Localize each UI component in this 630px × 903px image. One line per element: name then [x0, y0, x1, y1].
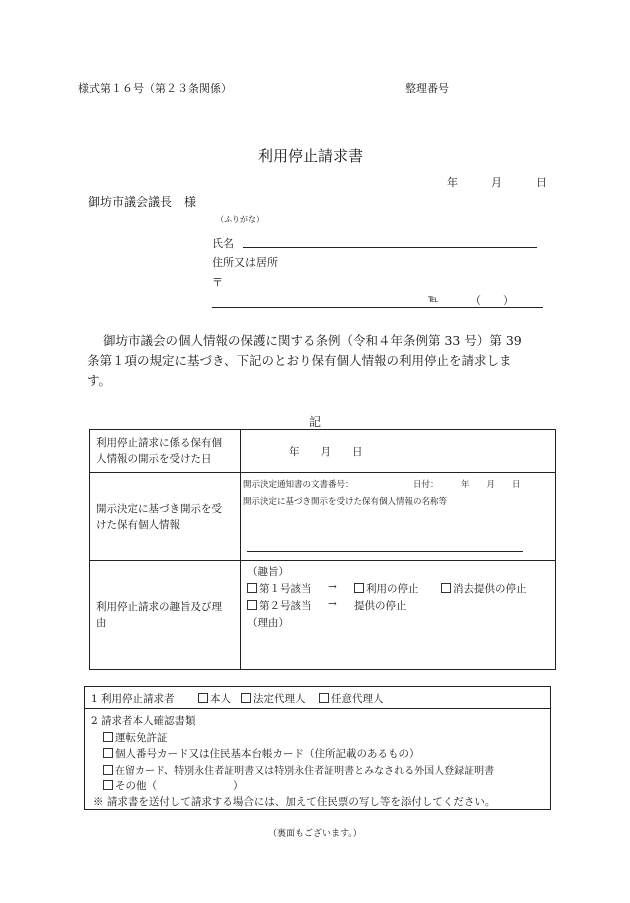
checkbox-icon[interactable]	[241, 693, 251, 703]
id-docs-label: 2 請求者本人確認書類	[91, 715, 196, 727]
checkbox-icon[interactable]	[198, 693, 208, 703]
checkbox-icon[interactable]	[103, 765, 113, 775]
disclosed-info-label-cell	[90, 473, 241, 561]
purpose-cell[interactable]	[241, 561, 556, 670]
mail-note: ※ 請求書を送付して請求する場合には、加えて住民票の写し等を添付してください。	[93, 796, 496, 808]
address-label: 住所又は居所	[212, 256, 278, 269]
checkbox-icon[interactable]	[441, 583, 451, 593]
arrow-2: →	[328, 598, 337, 610]
checkbox-icon[interactable]	[319, 693, 329, 703]
requester-box	[84, 686, 551, 810]
checkbox-icon[interactable]	[247, 600, 257, 610]
request-table	[89, 429, 556, 670]
doc-other[interactable]: その他（	[103, 778, 157, 793]
furigana-label: （ふりがな）	[216, 215, 264, 224]
form-number: 様式第１６号（第２３条関係）	[78, 82, 232, 95]
option-stop-use[interactable]: 利用の停止	[354, 581, 419, 596]
body-text-line-3: す。	[87, 373, 112, 388]
disclosed-info-cell[interactable]	[241, 473, 556, 561]
page-title: 利用停止請求書	[258, 147, 364, 165]
date-day-label: 日	[536, 176, 547, 189]
notice-number-label: 開示決定通知書の文書番号：	[243, 480, 354, 490]
addressee: 御坊市議会議長 様	[88, 195, 197, 209]
checkbox-icon[interactable]	[103, 732, 113, 742]
name-field-line[interactable]	[243, 247, 537, 248]
doc-drivers-license[interactable]: 運転免許証	[103, 730, 168, 745]
doc-my-number-card[interactable]: 個人番号カード又は住民基本台帳カード（住所記載のあるもの）	[103, 746, 420, 761]
reference-number-label: 整理番号	[405, 82, 449, 95]
requester-voluntary-option[interactable]: 任意代理人	[319, 691, 384, 706]
arrow-1: →	[328, 581, 337, 593]
postal-mark: 〒	[212, 276, 223, 289]
notice-date-value: 年 月 日	[461, 480, 521, 490]
disclosed-info-line[interactable]	[247, 551, 523, 552]
disclosed-info-label-2: けた保有個人情報	[96, 518, 180, 531]
disclosure-date-label-1: 利用停止請求に係る保有個	[96, 437, 222, 449]
date-year-label: 年	[447, 176, 458, 189]
name-label: 氏名	[212, 237, 234, 250]
reason-heading: （理由）	[247, 617, 289, 629]
disclosure-date-cell[interactable]	[241, 430, 556, 473]
body-text-line-1: 御坊市議会の個人情報の保護に関する条例（令和４年条例第 33 号）第 39	[103, 333, 522, 348]
purpose-heading: （趣旨）	[247, 566, 289, 578]
requester-self-option[interactable]: 本人	[198, 691, 231, 706]
option-erase-stop-provision[interactable]: 消去提供の停止	[441, 581, 527, 596]
disclosure-date-value: 年 月 日	[289, 445, 363, 458]
checkbox-icon[interactable]	[103, 748, 113, 758]
requester-legal-option[interactable]: 法定代理人	[241, 691, 306, 706]
doc-other-close: ）	[233, 780, 244, 792]
doc-residence-card[interactable]: 在留カード、特別永住者証明書又は特別永住者証明書とみなされる外国人登録証明書	[103, 762, 494, 777]
purpose-label-2: 由	[96, 617, 107, 629]
option-stop-provision: 提供の停止	[354, 600, 407, 612]
date-month-label: 月	[491, 176, 502, 189]
requester-label: 1 利用停止請求者	[91, 693, 175, 705]
address-field-line[interactable]	[212, 307, 543, 308]
disclosed-info-name-label: 開示決定に基づき開示を受けた保有個人情報の名称等	[243, 497, 448, 507]
ki-heading: 記	[309, 415, 322, 429]
option-item-1[interactable]: 第１号該当	[247, 581, 312, 596]
body-text-line-2: 条第１項の規定に基づき、下記のとおり保有個人情報の利用停止を請求しま	[87, 353, 512, 368]
notice-date-label: 日付：	[413, 480, 439, 490]
purpose-label-cell	[90, 561, 241, 670]
disclosed-info-label-1: 開示決定に基づき開示を受	[96, 502, 222, 515]
checkbox-icon[interactable]	[247, 583, 257, 593]
disclosure-date-label-cell	[90, 430, 241, 473]
tel-label: ℡	[428, 294, 439, 305]
tel-paren: （ ）	[470, 294, 514, 307]
requester-row	[85, 687, 550, 709]
option-item-2[interactable]: 第２号該当	[247, 598, 312, 613]
checkbox-icon[interactable]	[354, 583, 364, 593]
checkbox-icon[interactable]	[103, 780, 113, 790]
disclosure-date-label-2: 人情報の開示を受けた日	[96, 453, 212, 465]
purpose-label-1: 利用停止請求の趣旨及び理	[96, 601, 222, 613]
footer-note: （裏面もございます。）	[268, 829, 362, 839]
